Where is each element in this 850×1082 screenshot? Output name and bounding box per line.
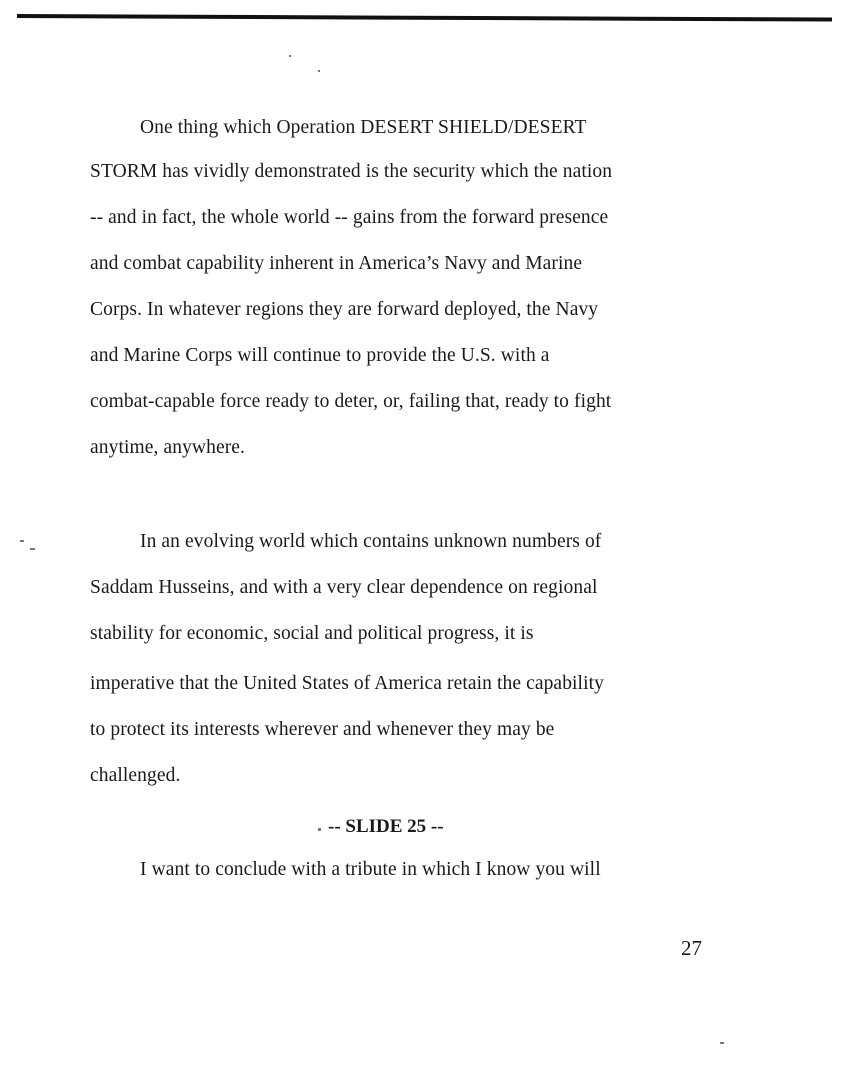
page-number: 27 <box>681 936 702 960</box>
closing-line: I want to conclude with a tribute in which I know you will <box>140 859 601 880</box>
top-rule <box>17 14 832 22</box>
text-line: Corps. In whatever regions they are forward deployed, the Navy <box>90 299 599 320</box>
scan-speck <box>30 548 35 550</box>
text-line: STORM has vividly demonstrated is the security which the nation <box>90 161 613 182</box>
text-line: -- and in fact, the whole world -- gains from the forward presence <box>90 207 609 228</box>
scan-speck <box>318 70 320 72</box>
text-line: and combat capability inherent in America’s Navy and Marine <box>90 253 583 274</box>
text-line: combat-capable force ready to deter, or, failing that, ready to fight <box>90 391 612 412</box>
text-line: to protect its interests wherever and whenever they may be <box>90 719 555 740</box>
text-line: One thing which Operation DESERT SHIELD/DESERT <box>140 117 587 138</box>
text-line: challenged. <box>90 765 181 786</box>
scan-speck <box>289 55 291 57</box>
text-line: Saddam Husseins, and with a very clear dependence on regional <box>90 577 598 598</box>
text-line: imperative that the United States of America retain the capability <box>90 673 604 694</box>
text-line: In an evolving world which contains unknown numbers of <box>140 531 602 552</box>
scan-speck <box>318 828 321 831</box>
text-line: and Marine Corps will continue to provide the U.S. with a <box>90 345 550 366</box>
scan-speck <box>20 540 24 542</box>
text-line: stability for economic, social and political progress, it is <box>90 623 534 644</box>
scan-speck <box>720 1042 724 1044</box>
slide-marker: -- SLIDE 25 -- <box>328 816 444 837</box>
text-line: anytime, anywhere. <box>90 437 246 458</box>
